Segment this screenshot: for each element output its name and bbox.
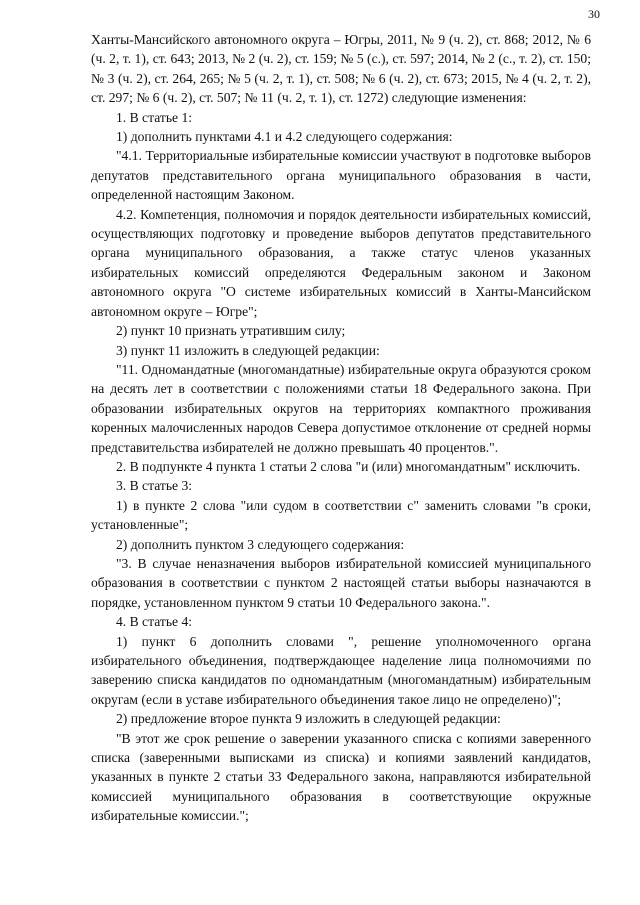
paragraph: "11. Одномандатные (многомандатные) избирательные округа образуются сроком на десять лет в соответствии с положениями статьи 18 Федерального закона. При образовании избирательных округов на территориях компактного проживания коренных малочисленных народов Севера допустимое отклонение от средней нормы представительства избирателей не должно превышать 40 процентов.". [91,361,591,455]
paragraph: 3) пункт 11 изложить в следующей редакции: [116,342,380,358]
page-number: 30 [588,7,600,21]
paragraph: "3. В случае неназначения выборов избирательной комиссией муниципального образования в соответствии с пунктом 2 настоящей статьи выборы назначаются в порядке, установленном пунктом 9 статьи 10 Федерального закона.". [91,555,591,610]
paragraph: 2. В подпункте 4 пункта 1 статьи 2 слова "и (или) многомандатным" исключить. [116,458,581,474]
paragraph: 1) пункт 6 дополнить словами ", решение уполномоченного органа избирательного объединения, подтверждающее наделение лица полномочиями по заверению списка кандидатов по одномандатным (многомандатным) избирательным округам (если в уставе избирательного объединения такое лицо не определено)"; [91,633,591,707]
paragraph: 2) дополнить пунктом 3 следующего содержания: [116,536,405,552]
document-body [91,30,591,826]
paragraph: 1. В статье 1: [116,109,193,125]
paragraph: 3. В статье 3: [116,478,193,494]
paragraph: Ханты-Мансийского автономного округа – Югры, 2011, № 9 (ч. 2), ст. 868; 2012, № 6 (ч. 2, т. 1), ст. 643; 2013, № 2 (ч. 2), ст. 159; № 5 (с.), ст. 597; 2014, № 2 (с., т. 2), ст. 150; № 3 (ч. 2), ст. 264, 265; № 5 (ч. 2, т. 1), ст. 508; № 6 (ч. 2), ст. 673; 2015, № 4 (ч. 2, т. 2), ст. 297; № 6 (ч. 2), ст. 507; № 11 (ч. 2, т. 1), ст. 1272) следующие изменения: [91,32,591,106]
paragraph: 2) пункт 10 признать утратившим силу; [116,323,346,339]
paragraph: 2) предложение второе пункта 9 изложить в следующей редакции: [116,711,501,727]
paragraph: 4.2. Компетенция, полномочия и порядок деятельности избирательных комиссий, осуществляющих подготовку и проведение выборов депутатов представительного органа муниципального образования, а также статус членов указанных избирательных комиссий определяются Федеральным законом и Законом автономного округа "О системе избирательных комиссий в Ханты-Мансийском автономном округе – Югре"; [91,206,591,319]
paragraph: 1) в пункте 2 слова "или судом в соответствии с" заменить словами "в сроки, установленные"; [91,497,591,533]
paragraph: "В этот же срок решение о заверении указанного списка с копиями заверенного списка (заверенными выписками из списка) и копиями заявлений кандидатов, указанных в пункте 2 статьи 33 Федерального закона, направляются избирательной комиссией муниципального образования в соответствующие окружные избирательные комиссии."; [91,730,591,824]
paragraph: "4.1. Территориальные избирательные комиссии участвуют в подготовке выборов депутатов представительного органа муниципального образования в части, определенной настоящим Законом. [91,148,591,203]
paragraph: 4. В статье 4: [116,614,193,630]
paragraph: 1) дополнить пунктами 4.1 и 4.2 следующего содержания: [116,129,453,145]
